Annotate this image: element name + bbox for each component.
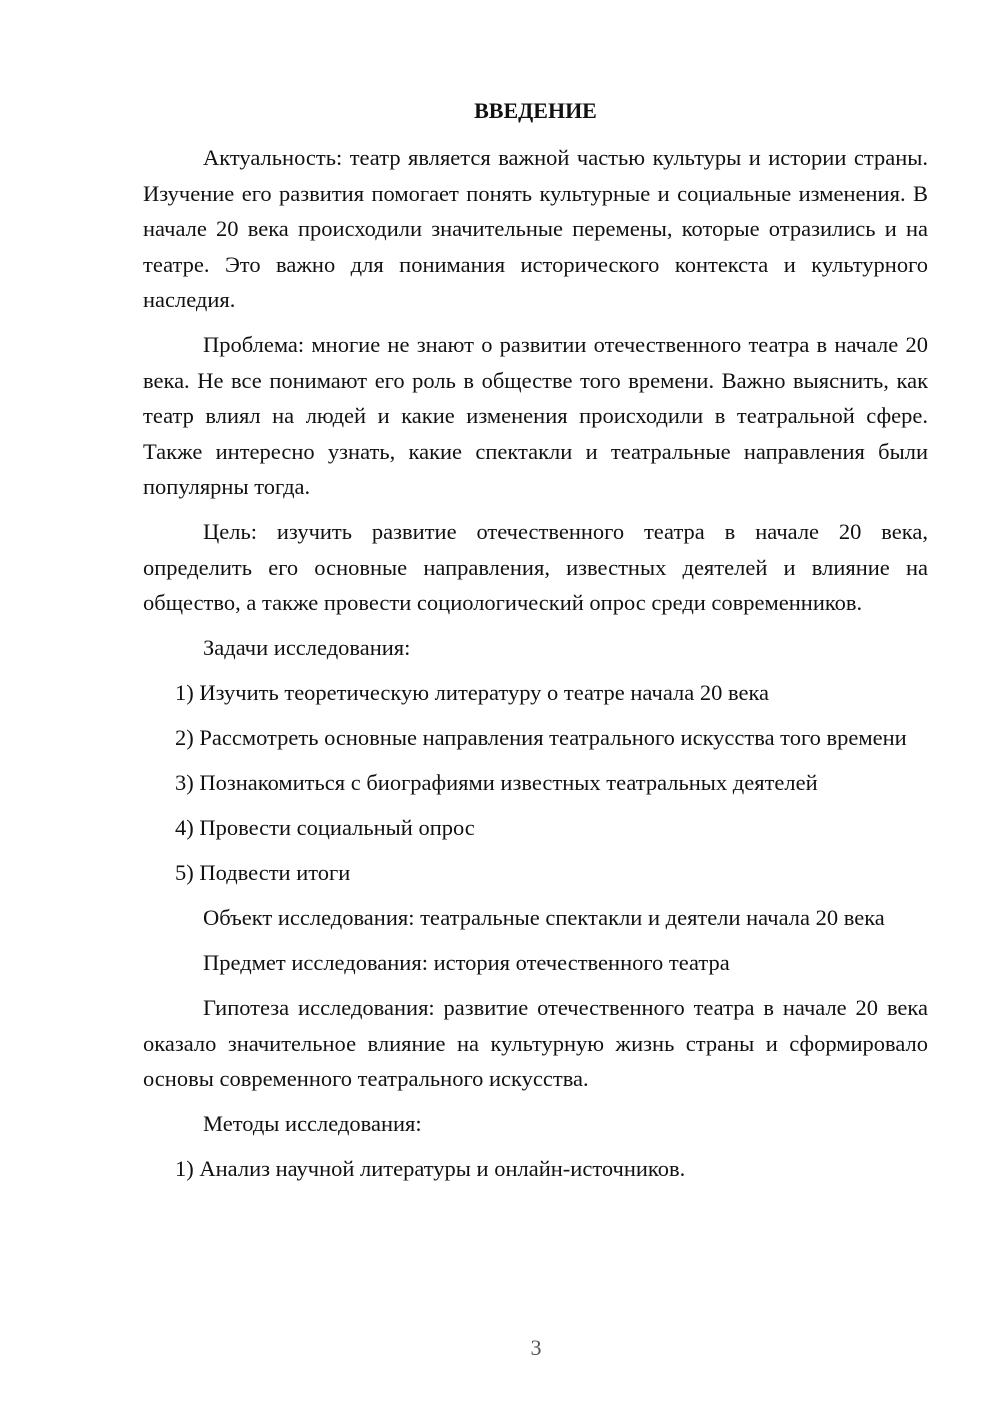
page-number: 3 [530,1335,542,1360]
paragraph-hypothesis: Гипотеза исследования: развитие отечественного театра в начале 20 века оказало значительное влияние на культурную жизнь страны и сформировало основы современного театрального искусства. [143,995,928,1091]
task-item-1: 1) Изучить теоретическую литературу о театре начала 20 века [175,680,770,705]
task-item-5: 5) Подвести итоги [175,860,351,885]
task-item-4: 4) Провести социальный опрос [175,815,475,840]
task-item-3: 3) Познакомиться с биографиями известных театральных деятелей [175,770,818,795]
method-item-1: 1) Анализ научной литературы и онлайн-источников. [175,1156,686,1181]
paragraph-relevance: Актуальность: театр является важной частью культуры и истории страны. Изучение его развития помогает понять культурные и социальные изменения. В начале 20 века происходили значительные перемены, которые отразились и на театре. Это важно для понимания исторического контекста и культурного наследия. [143,145,928,312]
paragraph-goal: Цель: изучить развитие отечественного театра в начале 20 века, определить его основные направления, известных деятелей и влияние на общество, а также провести социологический опрос среди современников. [143,519,928,615]
paragraph-subject: Предмет исследования: история отечественного театра [203,950,730,975]
page-title: ВВЕДЕНИЕ [474,98,597,123]
paragraph-problem: Проблема: многие не знают о развитии отечественного театра в начале 20 века. Не все понимают его роль в обществе того времени. Важно выяснить, как театр влиял на людей и какие изменения происходили в театральной сфере. Также интересно узнать, какие спектакли и театральные направления были популярны тогда. [143,332,928,499]
page-content [143,95,928,1196]
paragraph-methods-heading: Методы исследования: [203,1111,422,1136]
paragraph-object: Объект исследования: театральные спектакли и деятели начала 20 века [203,905,885,930]
task-item-2: 2) Рассмотреть основные направления театрального искусства того времени [175,725,907,750]
paragraph-tasks-heading: Задачи исследования: [203,635,411,660]
